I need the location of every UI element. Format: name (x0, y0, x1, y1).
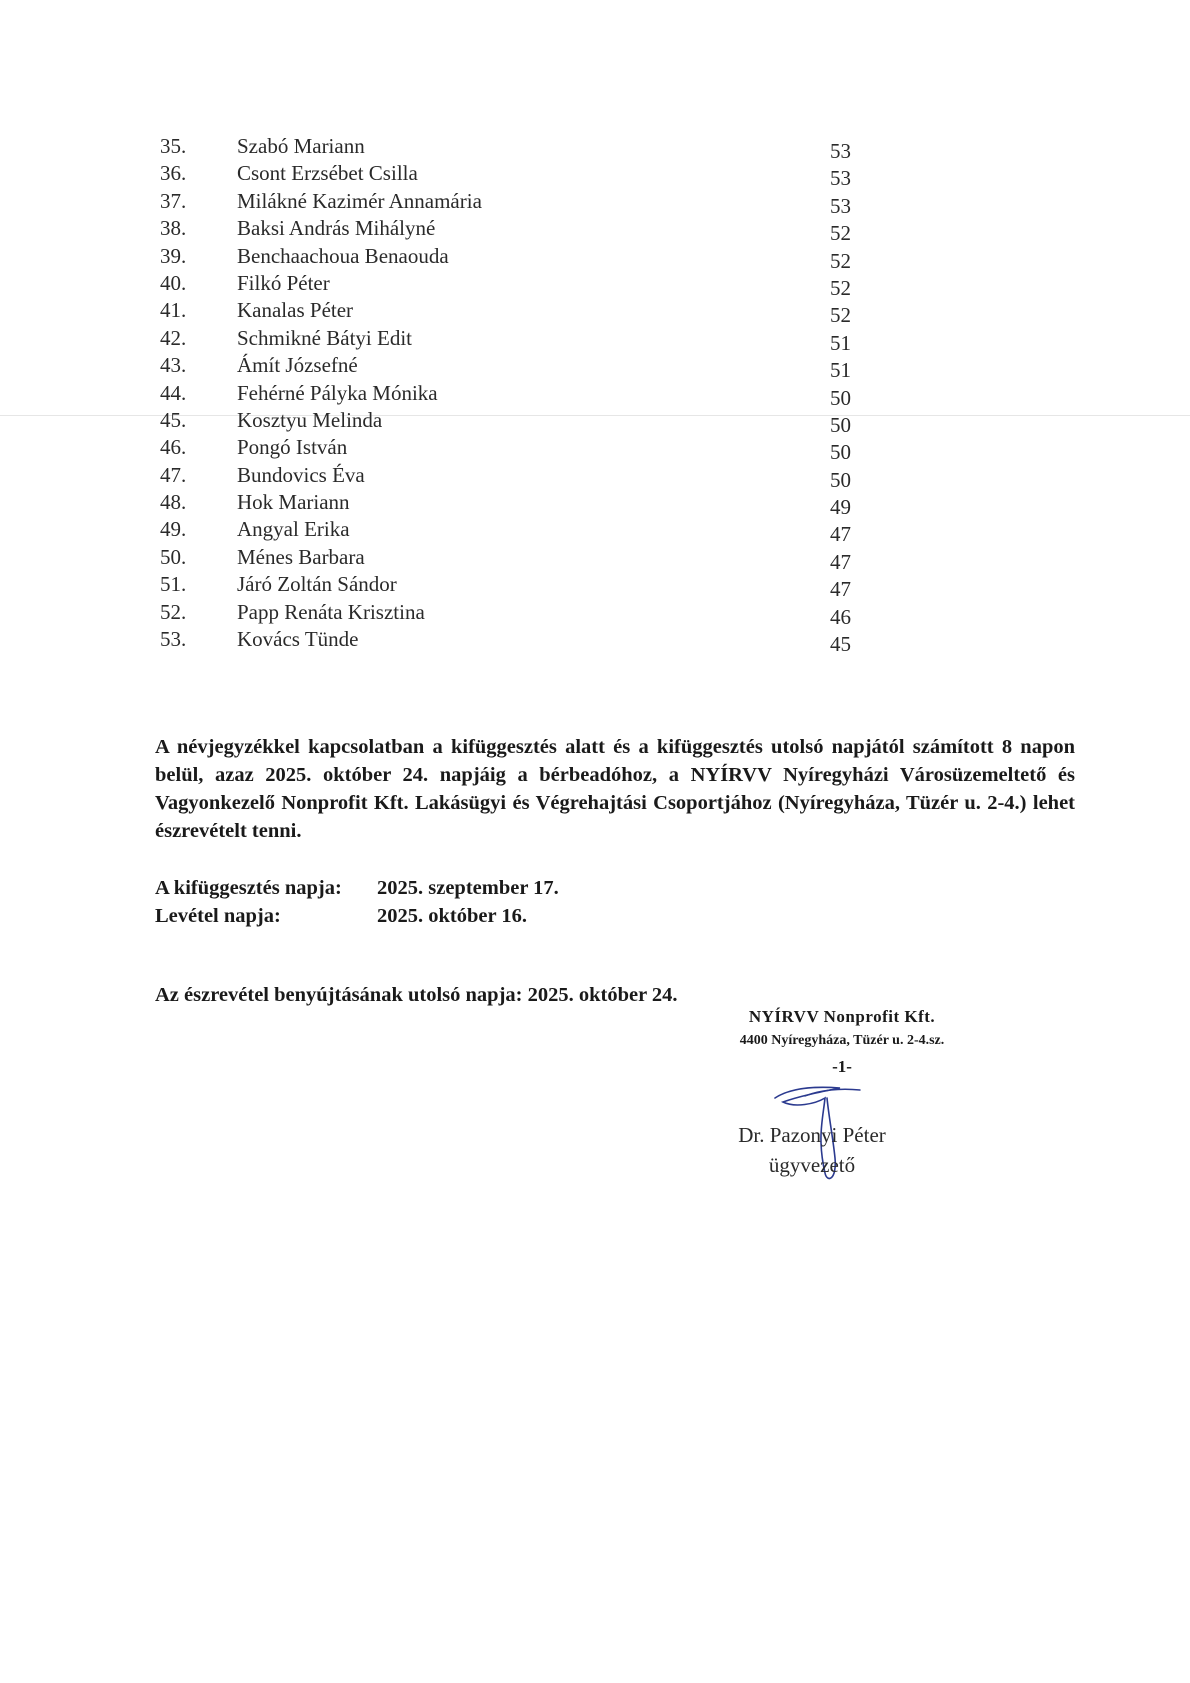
applicant-name: Papp Renáta Krisztina (237, 599, 425, 624)
applicant-name: Járó Zoltán Sándor (237, 572, 397, 597)
applicant-name: Schmikné Bátyi Edit (237, 325, 412, 350)
company-stamp (712, 1005, 972, 1081)
list-item (160, 243, 860, 273)
list-item (160, 599, 860, 629)
stamp-address: 4400 Nyíregyháza, Tüzér u. 2-4.sz. (739, 1033, 945, 1048)
rank-number: 41. (160, 298, 187, 323)
score-value: 52 (830, 221, 851, 246)
applicant-name: Kovács Tünde (237, 627, 359, 652)
rank-number: 52. (160, 599, 187, 624)
removal-date-value: 2025. október 16. (377, 905, 527, 927)
list-item (160, 325, 860, 355)
applicant-name: Hok Mariann (237, 490, 350, 515)
score-value: 49 (830, 495, 851, 520)
rank-number: 42. (160, 325, 187, 350)
applicant-name: Benchaachoua Benaouda (237, 243, 449, 268)
rank-number: 49. (160, 517, 187, 542)
list-item (160, 215, 860, 246)
score-value: 50 (830, 440, 851, 465)
signer-block (722, 1120, 902, 1180)
score-value: 47 (830, 522, 851, 547)
posting-date-label: A kifüggesztés napja: (155, 877, 342, 899)
score-value: 52 (830, 275, 851, 300)
list-item (160, 160, 860, 191)
list-item (160, 407, 860, 437)
list-item (160, 544, 860, 574)
applicant-name: Csont Erzsébet Csilla (237, 161, 418, 186)
rank-number: 37. (160, 188, 187, 213)
rank-number: 50. (160, 544, 187, 569)
list-item (160, 188, 860, 218)
applicant-name: Ámít Józsefné (237, 353, 358, 378)
rank-number: 47. (160, 462, 187, 487)
list-item (160, 571, 860, 602)
ranking-list (160, 133, 860, 657)
rank-number: 51. (160, 572, 187, 597)
score-value: 53 (830, 139, 851, 163)
applicant-name: Szabó Mariann (237, 134, 365, 158)
list-item (160, 133, 860, 163)
notice-paragraph: A névjegyzékkel kapcsolatban a kifüggesztés alatt és a kifüggesztés utolsó napjától számított 8 napon belül, azaz 2025. október 24. napjáig a bérbeadóhoz, a NYÍRVV Nyíregyházi Városüzemeltető és Vagyonkezelő Nonprofit Kft. Lakásügyi és Végrehajtási Csoportjához (Nyíregyháza, Tüzér u. 2-4.) lehet észrevételt tenni. (155, 736, 1075, 842)
rank-number: 39. (160, 243, 187, 268)
rank-number: 36. (160, 161, 187, 186)
list-item (160, 462, 860, 492)
score-value: 45 (830, 632, 851, 657)
applicant-name: Angyal Erika (237, 517, 350, 542)
score-value: 52 (830, 303, 851, 328)
deadline-text: Az észrevétel benyújtásának utolsó napja: 2025. október 24. (155, 984, 678, 1006)
score-value: 53 (830, 193, 851, 218)
rank-number: 48. (160, 490, 187, 515)
rank-number: 45. (160, 407, 187, 432)
list-item (160, 626, 860, 657)
applicant-name: Milákné Kazimér Annamária (237, 188, 482, 213)
rank-number: 38. (160, 216, 187, 241)
removal-date-label: Levétel napja: (155, 905, 281, 927)
applicant-name: Ménes Barbara (237, 544, 365, 569)
score-value: 47 (830, 577, 851, 602)
list-item (160, 489, 860, 520)
signer-title: ügyvezető (768, 1153, 856, 1177)
rank-number: 46. (160, 435, 187, 460)
list-item (160, 434, 860, 465)
list-item (160, 270, 860, 300)
score-value: 52 (830, 248, 851, 273)
score-value: 47 (830, 549, 851, 574)
rank-number: 35. (160, 134, 187, 158)
applicant-name: Baksi András Mihályné (237, 216, 436, 241)
applicant-name: Pongó István (237, 435, 348, 460)
rank-number: 43. (160, 353, 187, 378)
rank-number: 53. (160, 627, 187, 652)
applicant-name: Filkó Péter (237, 270, 330, 295)
score-value: 50 (830, 412, 851, 437)
applicant-name: Kosztyu Melinda (237, 407, 383, 432)
score-value: 50 (830, 385, 851, 410)
score-value: 50 (830, 467, 851, 492)
rank-number: 40. (160, 270, 187, 295)
posting-date-value: 2025. szeptember 17. (377, 877, 559, 899)
page-number: -1- (832, 1057, 852, 1076)
applicant-name: Fehérné Pályka Mónika (237, 380, 438, 405)
rank-number: 44. (160, 380, 187, 405)
list-item (160, 516, 860, 547)
list-item (160, 297, 860, 328)
applicant-name: Bundovics Éva (237, 462, 365, 487)
list-item (160, 380, 860, 410)
stamp-org: NYÍRVV Nonprofit Kft. (748, 1007, 936, 1026)
score-value: 51 (830, 330, 851, 355)
score-value: 53 (830, 166, 851, 191)
applicant-name: Kanalas Péter (237, 298, 354, 323)
score-value: 51 (830, 358, 851, 383)
signer-name: Dr. Pazonyi Péter (738, 1123, 886, 1147)
list-item (160, 352, 860, 383)
score-value: 46 (830, 604, 851, 629)
